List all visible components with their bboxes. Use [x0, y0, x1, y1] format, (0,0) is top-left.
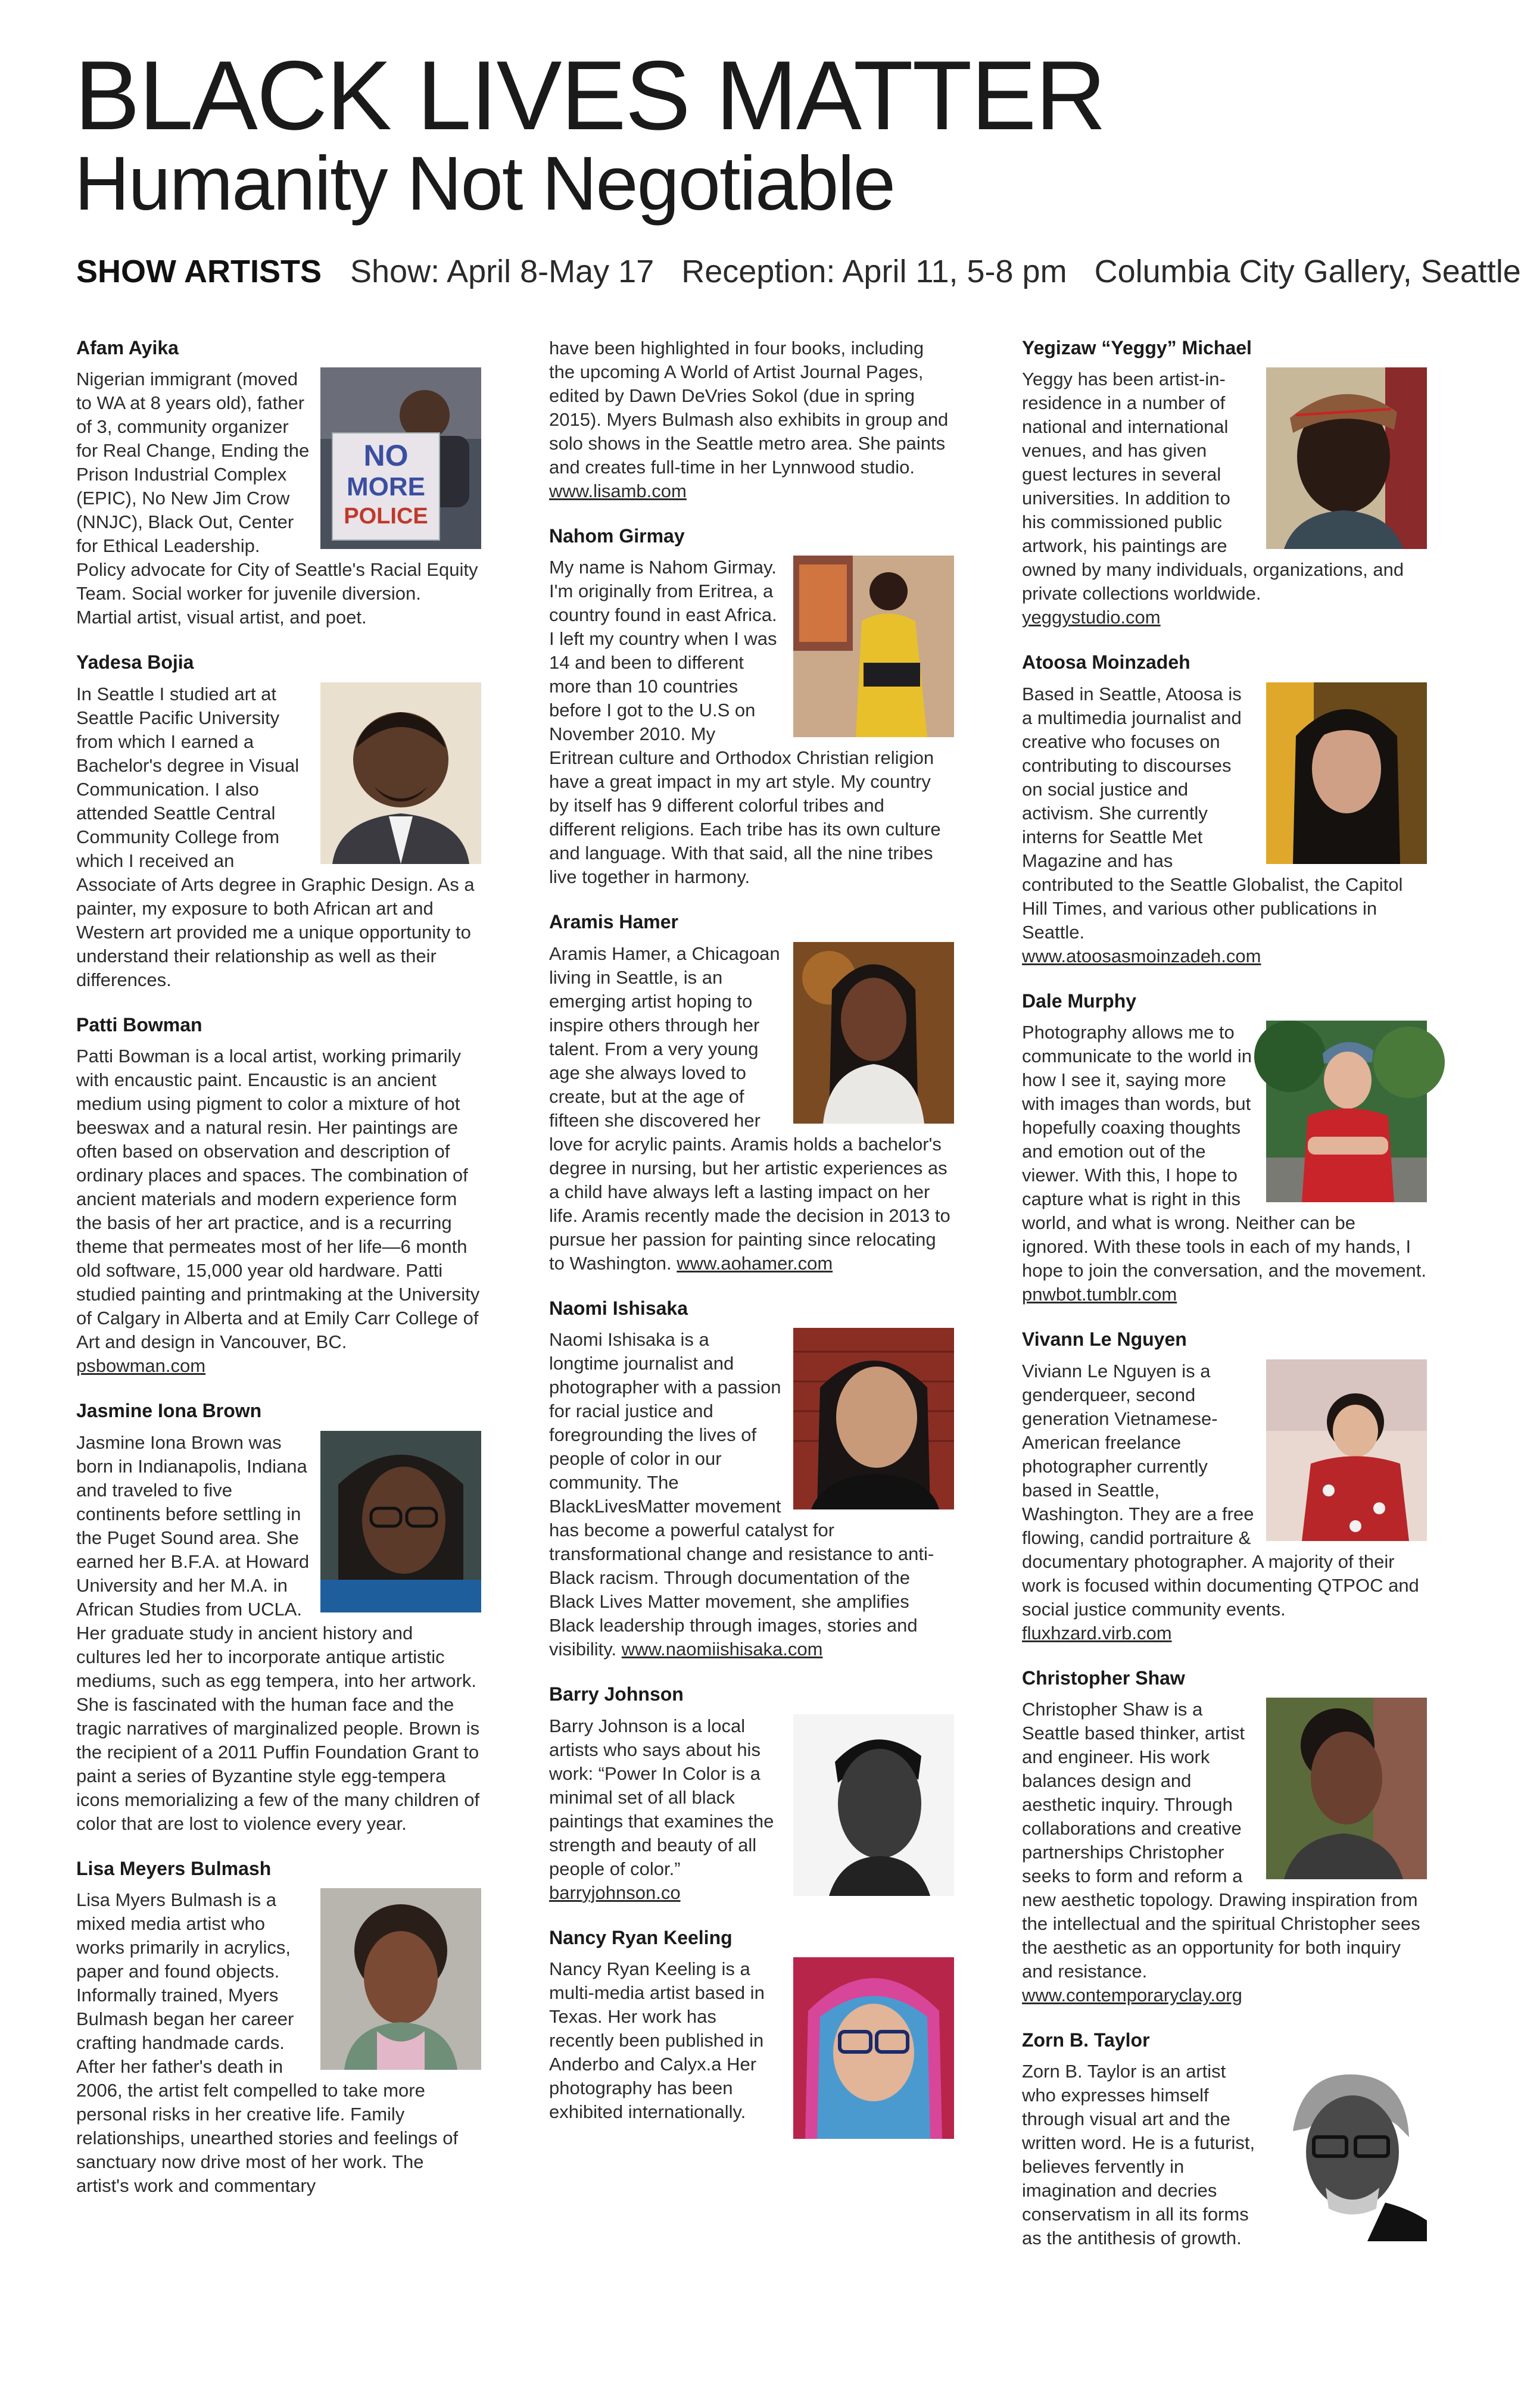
- column-left: [76, 336, 481, 2219]
- artist-name: Nancy Ryan Keeling: [549, 1926, 733, 1948]
- artist-zorn-b-taylor: [1022, 2029, 1427, 2250]
- subtitle: Humanity Not Negotiable: [74, 141, 894, 226]
- venue-info: Columbia City Gallery, Seattle: [1094, 254, 1521, 289]
- nancy-keeling-photo: [793, 1957, 954, 2139]
- artist-afam-ayika: [76, 336, 481, 629]
- artist-nahom-girmay: [549, 525, 954, 889]
- artist-bio: Christopher Shaw is a Seattle based thinker, artist and engineer. His work balances design and aesthetic inquiry. Through collaborations and creative partnerships Christopher seeks to form and reform a new aesthetic topology. Drawing inspiration from the intellectual and the spiritual Christopher sees the aesthetic as an opportunity for both inquiry and resistance. www.contemporaryclay.org: [1022, 1698, 1420, 2005]
- artist-link[interactable]: barryjohnson.co: [549, 1882, 681, 1903]
- vivann-nguyen-photo: [1266, 1359, 1427, 1541]
- artist-name: Patti Bowman: [76, 1013, 202, 1035]
- artist-bio: Viviann Le Nguyen is a genderqueer, second generation Vietnamese-American freelance photographer currently based in Seattle, Washington. They are a free flowing, candid portraiture & documentary photographer. A majority of their work is focused within documenting QTPOC and social justice community events. fluxhzard.virb.com: [1022, 1360, 1419, 1643]
- artist-jasmine-iona-brown: [76, 1399, 481, 1835]
- artist-aramis-hamer: [549, 910, 954, 1275]
- artist-name: Zorn B. Taylor: [1022, 2029, 1150, 2051]
- artist-atoosa-moinzadeh: [1022, 651, 1427, 968]
- artist-naomi-ishisaka: [549, 1297, 954, 1661]
- nahom-girmay-photo: [793, 556, 954, 737]
- artist-link[interactable]: www.atoosasmoinzadeh.com: [1022, 945, 1261, 966]
- artist-link[interactable]: www.lisamb.com: [549, 481, 687, 501]
- artist-lisa-meyers-bulmash: [76, 1857, 481, 2198]
- artist-name: Afam Ayika: [76, 337, 179, 358]
- artist-christopher-shaw: [1022, 1667, 1427, 2007]
- artist-link[interactable]: fluxhzard.virb.com: [1022, 1622, 1172, 1643]
- artist-name: Naomi Ishisaka: [549, 1297, 688, 1319]
- artist-name: Yadesa Bojia: [76, 651, 194, 673]
- artist-vivann-le-nguyen: [1022, 1328, 1427, 1645]
- artist-name: Barry Johnson: [549, 1683, 684, 1705]
- show-dates: Show: April 8-May 17: [350, 254, 654, 289]
- sign-text: NO: [363, 439, 409, 473]
- artist-bio: Nigerian immigrant (moved to WA at 8 years old), father of 3, community organizer for Real Change, Ending the Prison Industrial Complex (EPIC), No New Jim Crow (NNJC), Black Out, Center for Ethical Leadership. Policy advocate for City of Seattle's Racial Equity Team. Social worker for juvenile diversion. Martial artist, visual artist, and poet.: [76, 369, 478, 628]
- artist-name: Lisa Meyers Bulmash: [76, 1857, 272, 1879]
- artist-bio: Aramis Hamer, a Chicagoan living in Seattle, is an emerging artist hoping to inspire others through her talent. From a very young age she always loved to create, but at the age of fifteen she discovered her love for acrylic paints. Aramis holds a bachelor's degree in nursing, but her artistic experiences as a child have always left a lasting impact on her life. Aramis recently made the decision in 2013 to pursue her passion for painting since relocating to Washington. www.aohamer.com: [549, 943, 950, 1274]
- yadesa-bojia-photo: [320, 682, 481, 864]
- christopher-shaw-photo: [1266, 1698, 1427, 1879]
- aramis-hamer-photo: [793, 942, 954, 1124]
- dale-murphy-photo: [1266, 1021, 1427, 1202]
- artist-name: Christopher Shaw: [1022, 1667, 1185, 1689]
- artist-link[interactable]: www.contemporaryclay.org: [1022, 1984, 1242, 2005]
- artist-name: Nahom Girmay: [549, 525, 685, 547]
- artist-bio: Lisa Myers Bulmash is a mixed media artist who works primarily in acrylics, paper and found objects. Informally trained, Myers Bulmash began her career crafting handmade cards. After her father's death in 2006, the artist felt compelled to take more personal risks in her creative life. Family relationships, unearthed stories and feelings of sanctuary now drive most of her work. The artist's work and commentary: [76, 1889, 459, 2196]
- artist-yeggy-michael: [1022, 336, 1427, 629]
- artist-bio: Photography allows me to communicate to the world in how I see it, saying more with images than words, but hopefully coaxing thoughts and emotion out of the viewer. With this, I hope to capture what is right in this world, and what is wrong. Neither can be ignored. With these tools in each of my hands, I hope to join the conversation, and the movement. pnwbot.tumblr.com: [1022, 1022, 1426, 1305]
- artist-link[interactable]: www.aohamer.com: [677, 1252, 833, 1274]
- artist-bio: In Seattle I studied art at Seattle Pacific University from which I earned a Bachelor's degree in Visual Communication. I also attended Seattle Central Community College from which I received an Associate of Arts degree in Graphic Design. As a painter, my exposure to both African art and Western art provided me a unique opportunity to understand their relationship as well as their differences.: [76, 683, 475, 990]
- artist-bio: Nancy Ryan Keeling is a multi-media artist based in Texas. Her work has recently been published in Anderbo and Calyx.a Her photography has been exhibited internationally.: [549, 1958, 765, 2122]
- artist-name: Jasmine Iona Brown: [76, 1400, 262, 1422]
- artist-dale-murphy: [1022, 990, 1427, 1306]
- artist-link[interactable]: psbowman.com: [76, 1355, 206, 1377]
- artist-name: Atoosa Moinzadeh: [1022, 651, 1190, 673]
- artist-bio: Based in Seattle, Atoosa is a multimedia journalist and creative who focuses on contributing to discourses on social justice and activism. She currently interns for Seattle Met Magazine and has contributed to the Seattle Globalist, the Capitol Hill Times, and various other publications in Seattle. www.atoosasmoinzadeh.com: [1022, 683, 1403, 966]
- lisa-bio-continued: have been highlighted in four books, including the upcoming A World of Artist Journal Pages, edited by Dawn DeVries Sokol (due in spring 2015). Myers Bulmash also exhibits in group and solo shows in the Seattle metro area. She paints and creates full-time in her Lynnwood studio. www.lisamb.com: [549, 338, 949, 501]
- artist-bio: Barry Johnson is a local artists who says about his work: “Power In Color is a minimal set of all black paintings that examines the strength and beauty of all people of color.” barryjohnson.co: [549, 1715, 774, 1903]
- main-title: BLACK LIVES MATTER: [74, 40, 1105, 150]
- column-middle: [549, 336, 954, 2145]
- artist-link[interactable]: yeggystudio.com: [1022, 607, 1161, 628]
- svg-text:POLICE: POLICE: [344, 504, 428, 529]
- atoosa-moinzadeh-photo: [1266, 682, 1427, 864]
- artist-barry-johnson: [549, 1683, 954, 1904]
- artist-bio: Yeggy has been artist-in-residence in a number of national and international venues, and has given guest lectures in several universities. In addition to his commissioned public artwork, his paintings are owned by many individuals, organizations, and private collections worldwide. yeggystudio.com: [1022, 369, 1404, 628]
- artist-name: Yegizaw “Yeggy” Michael: [1022, 337, 1252, 358]
- show-info-bar: [76, 253, 1521, 290]
- artist-name: Aramis Hamer: [549, 911, 678, 933]
- show-artists-label: SHOW ARTISTS: [76, 254, 322, 289]
- artist-name: Vivann Le Nguyen: [1022, 1328, 1187, 1350]
- yeggy-michael-photo: [1266, 367, 1427, 549]
- artist-link[interactable]: pnwbot.tumblr.com: [1022, 1284, 1177, 1305]
- zorn-taylor-photo: [1266, 2060, 1427, 2241]
- reception-info: Reception: April 11, 5-8 pm: [681, 254, 1067, 289]
- jasmine-brown-photo: [320, 1431, 481, 1612]
- artist-link[interactable]: www.naomiishisaka.com: [621, 1639, 823, 1660]
- artist-name: Dale Murphy: [1022, 990, 1137, 1012]
- artist-bio: Jasmine Iona Brown was born in Indianapolis, Indiana and traveled to five continents before settling in the Puget Sound area. She earned her B.F.A. at Howard University and her M.A. in African Studies from UCLA. Her graduate study in ancient history and cultures led her to incorporate antique artistic mediums, such as egg tempera, into her artwork. She is fascinated with the human face and the tragic narratives of marginalized people. Brown is the recipient of a 2011 Puffin Foundation Grant to paint a series of Byzantine style egg-tempera icons memorializing a few of the many children of color that are lost to violence every year.: [76, 1431, 480, 1834]
- afam-ayika-photo: [320, 367, 481, 549]
- artist-bio: Patti Bowman is a local artist, working primarily with encaustic paint. Encaustic is an ancient medium using pigment to color a mixture of hot beeswax and a natural resin. Her paintings are often based on observation and description of ordinary places and spaces. The combination of ancient materials and modern experience form the basis of her art practice, and is a recurring theme that permeates most of her life—6 month old software, 15,000 year old hardware. Patti studied painting and printmaking at the University of Calgary in Alberta and at Emily Carr College of Art and design in Vancouver, BC. psbowman.com: [76, 1046, 480, 1377]
- artist-nancy-ryan-keeling: [549, 1926, 954, 2124]
- column-right: [1022, 336, 1427, 2272]
- svg-text:MORE: MORE: [347, 472, 425, 502]
- naomi-ishisaka-photo: [793, 1328, 954, 1509]
- artist-patti-bowman: [76, 1013, 481, 1378]
- barry-johnson-photo: [793, 1714, 954, 1896]
- artist-bio: My name is Nahom Girmay. I'm originally from Eritrea, a country found in east Africa. I left my country when I was 14 and been to different more than 10 countries before I got to the U.S on November 2010. My Eritrean culture and Orthodox Christian religion have a great impact in my art style. My country by itself has 9 different colorful tribes and different religions. Each tribe has its own culture and language. With that said, all the nine tribes live together in harmony.: [549, 557, 941, 888]
- artist-yadesa-bojia: [76, 651, 481, 991]
- artist-bio: Naomi Ishisaka is a longtime journalist and photographer with a passion for racial justice and foregrounding the lives of people of color in our community. The BlackLivesMatter movement has become a powerful catalyst for transformational change and resistance to anti-Black racism. Through documentation of the Black Lives Matter movement, she amplifies Black leadership through images, stories and visibility. www.naomiishisaka.com: [549, 1329, 934, 1660]
- artist-bio: Zorn B. Taylor is an artist who expresses himself through visual art and the written word. He is a futurist, believes fervently in imagination and decries conservatism in all its forms as the antithesis of growth.: [1022, 2061, 1255, 2249]
- lisa-bulmash-photo: [320, 1888, 481, 2070]
